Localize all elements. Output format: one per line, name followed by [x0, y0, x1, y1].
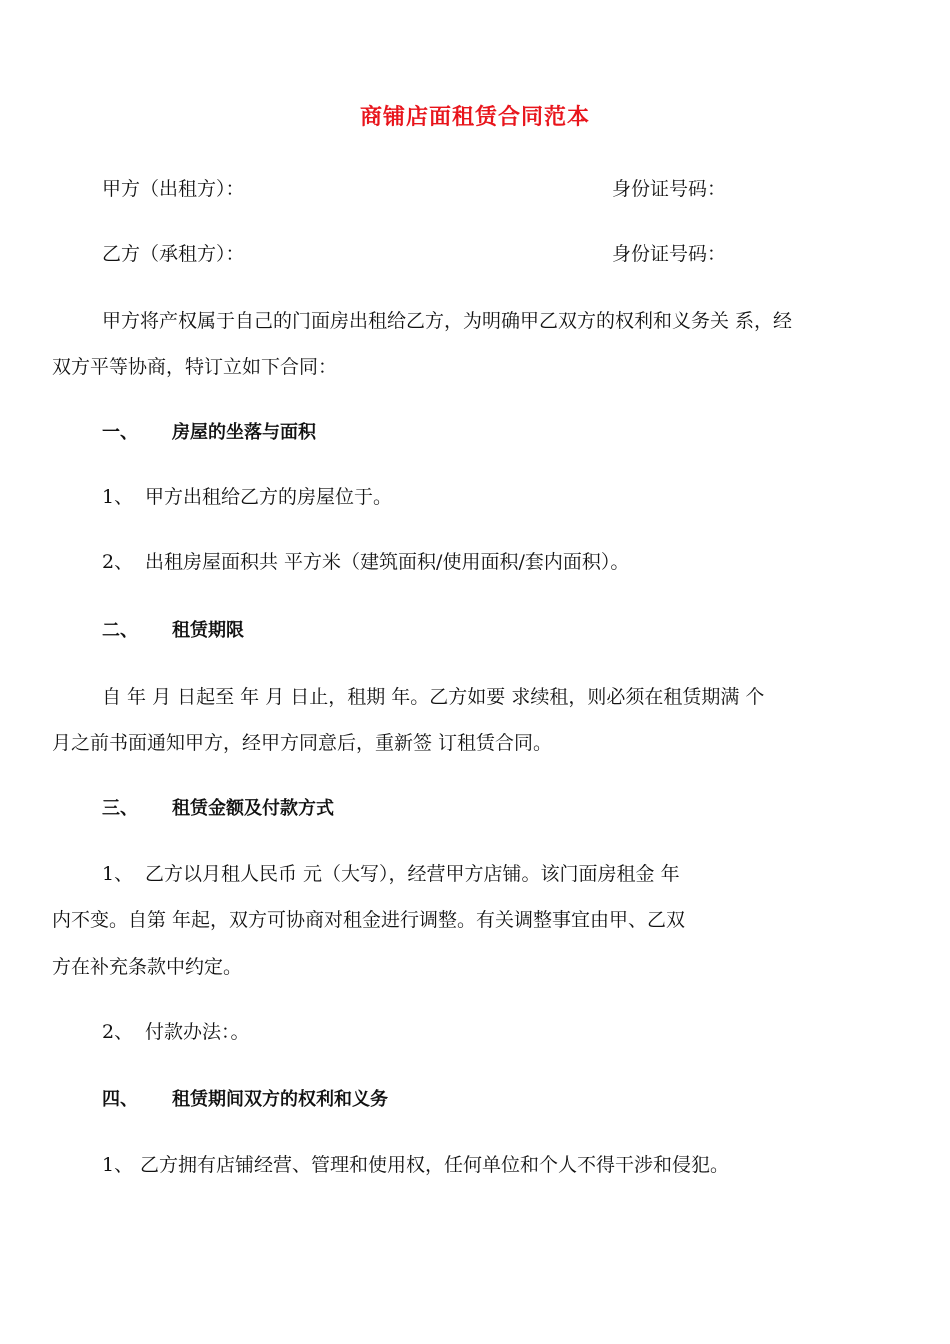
- intro-line-1: 甲方将产权属于自己的门面房出租给乙方，为明确甲乙双方的权利和义务关 系，经: [102, 310, 793, 332]
- section-1-item-2-text: 出租房屋面积共 平方米（建筑面积/使用面积/套内面积）。: [145, 551, 630, 573]
- party-a-label: 甲方（出租方）：: [102, 178, 245, 200]
- intro-line-2: 双方平等协商，特订立如下合同：: [52, 356, 338, 378]
- section-3-item-2-text: 付款办法：。: [145, 1021, 250, 1043]
- section-1-heading: 房屋的坐落与面积: [172, 422, 316, 443]
- section-3-item-1-line-3: 方在补充条款中约定。: [52, 956, 243, 978]
- section-3-item-1-line-2: 内不变。自第 年起，双方可协商对租金进行调整。有关调整事宜由甲、乙双: [52, 909, 686, 931]
- section-2-line-2: 月之前书面通知甲方，经甲方同意后，重新签 订租赁合同。: [52, 732, 553, 754]
- section-1-item-2-number: 2、: [102, 551, 134, 573]
- section-2-number: 二、: [102, 620, 138, 641]
- section-1-item-1-number: 1、: [102, 486, 134, 508]
- section-3-item-1-line-1: 乙方以月租人民币 元（大写），经营甲方店铺。该门面房租金 年: [145, 863, 680, 885]
- section-4-number: 四、: [102, 1089, 138, 1110]
- section-1-item-1-text: 甲方出租给乙方的房屋位于。: [145, 486, 393, 508]
- party-b-label: 乙方（承租方）：: [102, 243, 245, 265]
- section-4-item-1-text: 乙方拥有店铺经营、管理和使用权，任何单位和个人不得干涉和侵犯。: [140, 1154, 730, 1176]
- section-3-item-2-number: 2、: [102, 1021, 134, 1043]
- section-3-heading: 租赁金额及付款方式: [172, 798, 334, 819]
- section-3-number: 三、: [102, 798, 138, 819]
- section-2-heading: 租赁期限: [172, 620, 244, 641]
- section-4-heading: 租赁期间双方的权利和义务: [172, 1089, 388, 1110]
- section-3-item-1-number: 1、: [102, 863, 134, 885]
- section-4-item-1-number: 1、: [102, 1154, 134, 1176]
- section-1-number: 一、: [102, 422, 138, 443]
- section-2-line-1: 自 年 月 日起至 年 月 日止，租期 年。乙方如要 求续租，则必须在租赁期满 个: [102, 686, 765, 708]
- document-title: 商铺店面租赁合同范本: [359, 105, 590, 130]
- party-b-id-label: 身份证号码：: [612, 243, 727, 265]
- party-a-id-label: 身份证号码：: [612, 178, 727, 200]
